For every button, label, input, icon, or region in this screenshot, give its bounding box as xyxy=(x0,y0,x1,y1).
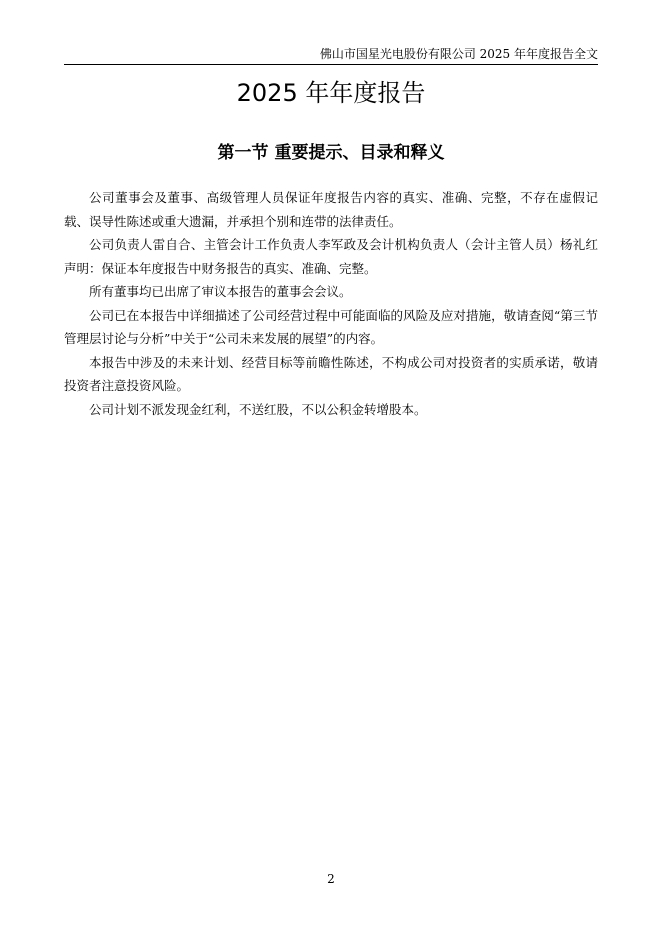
page-number: 2 xyxy=(327,872,335,886)
body-text xyxy=(64,186,598,421)
paragraph-dividend-plan: 公司计划不派发现金红利，不送红股，不以公积金转增股本。 xyxy=(89,401,427,417)
paragraph-directors-attendance: 所有董事均已出席了审议本报告的董事会会议。 xyxy=(89,284,352,299)
page-header: 佛山市国星光电股份有限公司 2025 年年度报告全文 xyxy=(64,46,598,65)
paragraph-risk-notice: 公司已在本报告中详细描述了公司经营过程中可能面临的风险及应对措施，敬请查阅“第三节管理层讨论与分析”中关于“公司未来发展的展望”的内容。 xyxy=(64,307,598,346)
paragraph-forward-looking: 本报告中涉及的未来计划、经营目标等前瞻性陈述，不构成公司对投资者的实质承诺，敬请投资者注意投资风险。 xyxy=(64,354,598,393)
section-title: 第一节 重要提示、目录和释义 xyxy=(217,143,445,163)
paragraph-responsible-persons: 公司负责人雷自合、主管会计工作负责人李军政及会计机构负责人（会计主管人员）杨礼红声明：保证本年度报告中财务报告的真实、准确、完整。 xyxy=(64,237,598,276)
paragraph-board-guarantee: 公司董事会及董事、高级管理人员保证年度报告内容的真实、准确、完整，不存在虚假记载、误导性陈述或重大遗漏，并承担个别和连带的法律责任。 xyxy=(64,190,598,229)
report-title: 2025 年年度报告 xyxy=(236,79,426,107)
